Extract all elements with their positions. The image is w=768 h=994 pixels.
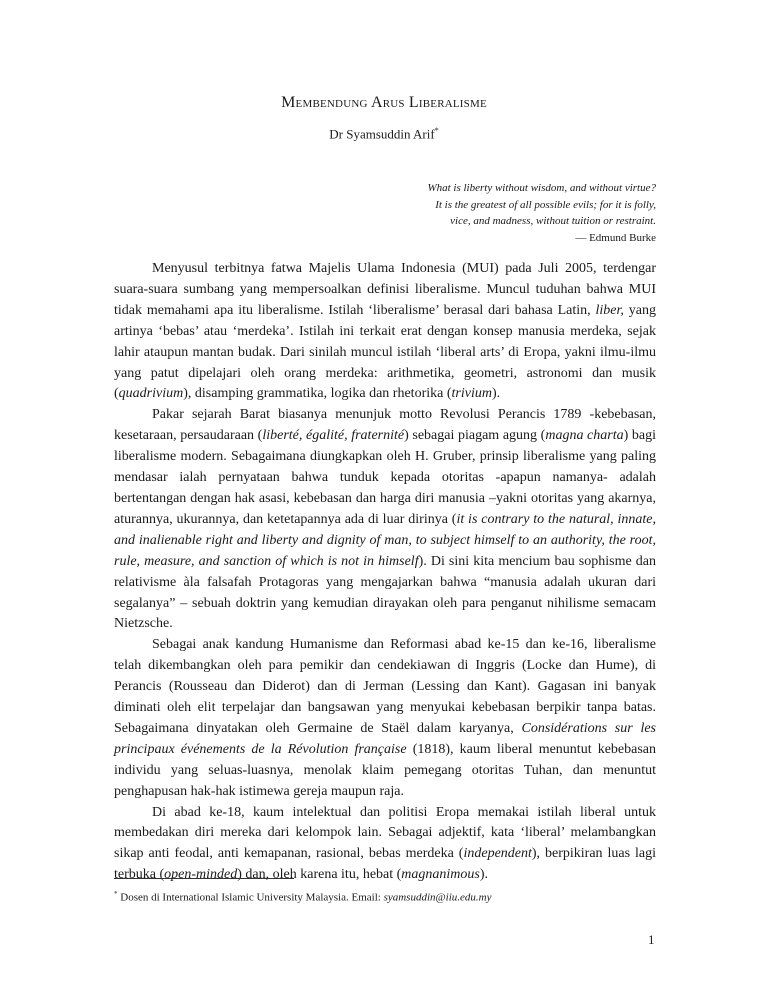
body-paragraph (114, 803, 656, 887)
paragraph-text: ). Di sini kita mencium bau sophisme dan relativisme àla falsafah Protagoras yang mengajarkan bahwa “manusia adalah ukuran dari segalanya” – sebuah doktrin yang kemudian dirayakan oleh para penganut nihilisme semacam Nietzsche. (114, 553, 656, 632)
epigraph-attribution: — Edmund Burke (575, 231, 656, 244)
epigraph-line: What is liberty without wisdom, and without virtue? (427, 182, 656, 194)
italic-term: liber, (595, 302, 624, 318)
paragraph-text: Menyusul terbitnya fatwa Majelis Ulama Indonesia (MUI) pada Juli 2005, terdengar suara-suara sumbang yang mempersoalkan definisi liberalisme. Muncul tuduhan bahwa MUI tidak memahami apa itu liberalisme. Istilah ‘liberalisme’ berasal dari bahasa Latin, (114, 261, 656, 318)
paragraph-text: ) dan, oleh karena itu, hebat ( (237, 867, 402, 883)
page-title: Membendung Arus Liberalisme (281, 94, 487, 111)
paragraph-text: Di abad ke-18, kaum intelektual dan politisi Eropa memakai istilah liberal untuk membedakan diri mereka dari kelompok lain. Sebagai adjektif, kata ‘liberal’ melambangkan sikap anti feodal, anti kemapanan, rasional, bebas merdeka ( (114, 804, 656, 862)
paragraph-text: ) sebagai piagam agung ( (404, 428, 546, 444)
footnote-rule (114, 878, 294, 879)
body-text (114, 259, 656, 886)
body-paragraph (114, 635, 656, 802)
paragraph-text: Sebagai anak kandung Humanisme dan Reformasi abad ke-15 dan ke-16, liberalisme telah dikembangkan oleh para pemikir dan cendekiawan di Inggris (Locke dan Hume), di Perancis (Rousseau dan Diderot) dan di Jerman (Lessing dan Kant). Gagasan ini banyak diminati oleh elit terpelajar dan bangsawan yang menyukai kebebasan berpikir tanpa batas. Sebagaimana dinyatakan oleh Germaine de Staël dalam karyanya, (114, 637, 656, 736)
paragraph-text: ). (491, 386, 501, 402)
footnote-text: Dosen di International Islamic University Malaysia. Email: (117, 891, 384, 904)
paragraph-text: ), disamping grammatika, logika dan rhetorika ( (183, 386, 452, 402)
paragraph-text: ), berpikiran luas lagi terbuka ( (114, 846, 656, 883)
italic-term: quadrivium (118, 386, 184, 402)
paragraph-text: (1818), kaum liberal menuntut kebebasan individu yang seluas-luasnya, menolak klaim pemegang otoritas Tuhan, dan menuntut penghapusan hak-hak istimewa gereja maupun raja. (114, 741, 656, 799)
italic-term: it is contrary to the natural, innate, and inalienable right and liberty and dignity of man, to subject himself to an authority, the root, rule, measure, and sanction of which is not in himself (114, 511, 656, 569)
italic-term: trivium (451, 386, 492, 402)
italic-term: liberté, égalité, fraternité (262, 428, 405, 444)
italic-term: open-minded (164, 867, 238, 883)
paragraph-text: Pakar sejarah Barat biasanya menunjuk motto Revolusi Perancis 1789 -kebebasan, kesetaraan, persaudaraan ( (114, 407, 656, 444)
footnote-mark: * (114, 890, 118, 898)
body-paragraph (114, 259, 656, 405)
italic-term: Considérations sur les principaux événements de la Révolution française (114, 720, 656, 757)
epigraph-line: vice, and madness, without tuition or restraint. (450, 215, 656, 227)
paragraph-text: ) bagi liberalisme modern. Sebagaimana diungkapkan oleh H. Gruber, prinsip liberalisme yang paling mendasar ialah pernyataan bahwa tunduk kepada otoritas -apapun namanya- adalah bertentangan dengan hak asasi, kebebasan dan harga diri manusia –yakni otoritas yang akarnya, aturannya, ukurannya, dan ketetapannya ada di luar dirinya ( (114, 428, 657, 527)
italic-term: magna charta (545, 428, 624, 444)
footnote-email: syamsuddin@iiu.edu.my (383, 891, 492, 904)
italic-term: independent (463, 846, 532, 862)
author-footnote-mark: * (434, 126, 439, 135)
italic-term: magnanimous (401, 867, 480, 883)
author-name: Dr Syamsuddin Arif (329, 126, 435, 142)
author-line (0, 126, 768, 142)
page-number: 1 (648, 932, 655, 947)
footnote (114, 890, 656, 904)
paragraph-text: ). (479, 867, 489, 883)
epigraph-line: It is the greatest of all possible evils; for it is folly, (435, 198, 656, 211)
paragraph-text: yang artinya ‘bebas’ atau ‘merdeka’. Istilah ini terkait erat dengan konsep manusia merdeka, sejak lahir ataupun mantan budak. Dari sinilah muncul istilah ‘liberal arts’ di Eropa, yakni ilmu-ilmu yang patut dipelajari oleh orang merdeka: arithmetika, geometri, astronomi dan musik ( (114, 302, 656, 402)
body-paragraph (114, 405, 656, 635)
epigraph (236, 180, 656, 246)
